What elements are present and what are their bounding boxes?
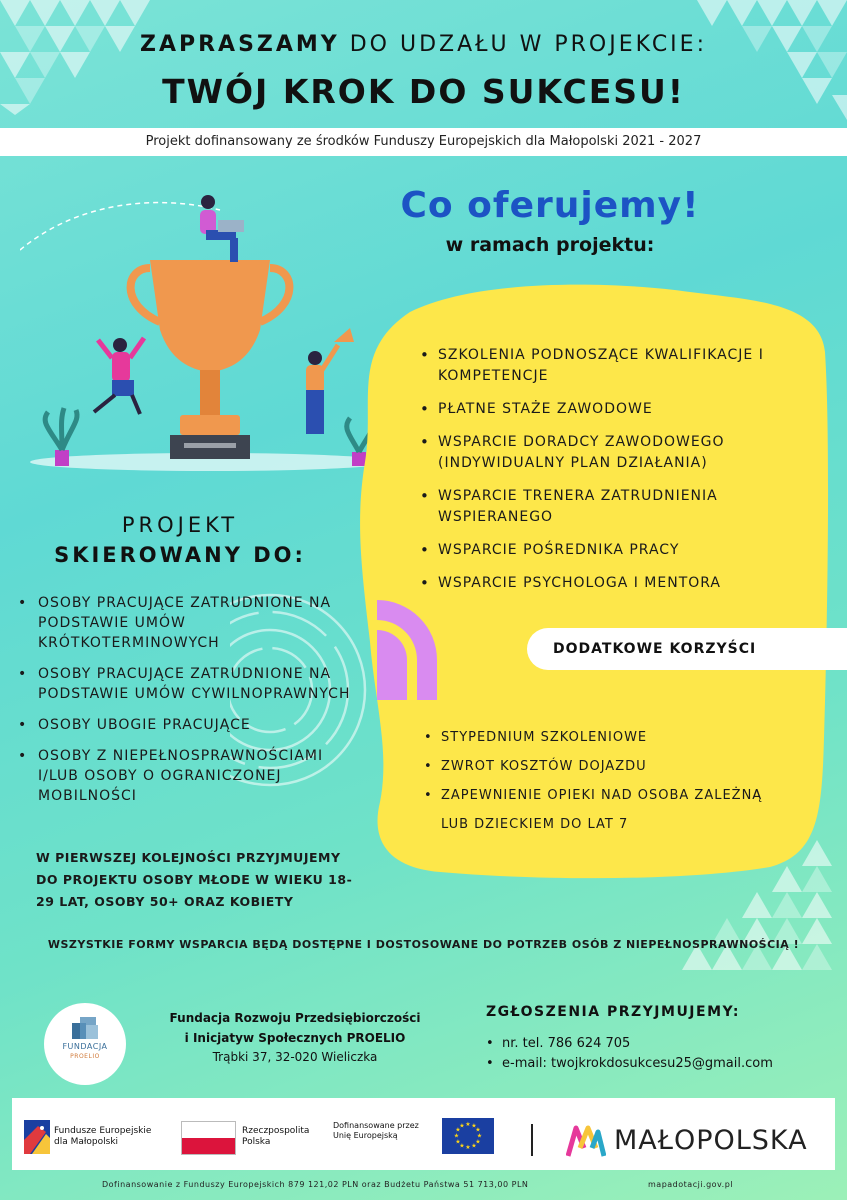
purple-arc-decoration xyxy=(377,600,437,700)
target-item: • OSOBY UBOGIE PRACUJĄCE xyxy=(18,715,358,735)
offer-item: • WSPARCIE TRENERA ZATRUDNIENIA WSPIERANEGO xyxy=(420,486,800,528)
svg-text:★: ★ xyxy=(459,1142,465,1150)
extra-item-continued: LUB DZIECKIEM DO LAT 7 xyxy=(441,817,629,832)
foundation-name xyxy=(150,1008,440,1048)
malopolska-logo-text: MAŁOPOLSKA xyxy=(614,1125,808,1156)
extra-item: • ZWROT KOSZTÓW DOJAZDU xyxy=(424,757,804,777)
offer-title: Co oferujemy! xyxy=(400,185,700,226)
svg-text:★: ★ xyxy=(475,1126,481,1134)
foundation-logo-subtext: PROELIO xyxy=(70,1053,100,1060)
svg-text:★: ★ xyxy=(455,1138,461,1146)
target-heading-line2: SKIEROWANY DO: xyxy=(54,543,306,567)
header-invitation-rest: DO UDZAŁU W PROJEKCIE: xyxy=(339,32,707,57)
poland-label xyxy=(242,1126,309,1148)
target-item: • OSOBY Z NIEPEŁNOSPRAWNOŚCIAMI I/LUB OSOBY O OGRANICZONEJ MOBILNOŚCI xyxy=(18,746,358,806)
accessibility-note: WSZYSTKIE FORMY WSPARCIA BĘDĄ DOSTĘPNE I DOSTOSOWANE DO POTRZEB OSÓB Z NIEPEŁNOSPRAWNOŚCIĄ ! xyxy=(47,938,800,951)
offer-item: • WSPARCIE DORADCY ZAWODOWEGO (INDYWIDUALNY PLAN DZIAŁANIA) xyxy=(420,432,800,474)
eu-label xyxy=(333,1121,419,1141)
contact-email[interactable]: • e-mail: twojkrokdosukcesu25@gmail.com xyxy=(486,1054,773,1074)
extra-benefits-list xyxy=(424,728,804,844)
contact-list xyxy=(486,1034,773,1074)
eu-label-line2: Unię Europejską xyxy=(333,1131,398,1140)
target-item: • OSOBY PRACUJĄCE ZATRUDNIONE NA PODSTAWIE UMÓW CYWILNOPRAWNYCH xyxy=(18,664,358,704)
poland-flag-icon xyxy=(181,1121,236,1155)
footer-website[interactable]: mapadotacji.gov.pl xyxy=(648,1180,734,1189)
contact-phone[interactable]: • nr. tel. 786 624 705 xyxy=(486,1034,773,1054)
offer-item: • WSPARCIE POŚREDNIKA PRACY xyxy=(420,540,800,561)
svg-text:★: ★ xyxy=(459,1122,465,1130)
foundation-logo-mark xyxy=(72,1015,100,1043)
extra-item: • STYPEDNIUM SZKOLENIOWE xyxy=(424,728,804,748)
foundation-address: Trąbki 37, 32-020 Wieliczka xyxy=(212,1050,378,1064)
offer-subtitle: w ramach projektu: xyxy=(445,234,655,256)
foundation-name-line2: i Inicjatyw Społecznych PROELIO xyxy=(184,1031,406,1045)
project-title: TWÓJ KROK DO SUKCESU! xyxy=(162,72,685,111)
malopolska-logo-icon xyxy=(566,1124,606,1158)
eu-flag-icon xyxy=(442,1118,494,1154)
header-invitation xyxy=(0,32,847,57)
svg-text:★: ★ xyxy=(465,1144,471,1151)
priority-note: W PIERWSZEJ KOLEJNOŚCI PRZYJMUJEMY DO PROJEKTU OSOBY MŁODE W WIEKU 18-29 LAT, OSOBY 50+ ORAZ KOBIETY xyxy=(36,850,353,909)
svg-text:★: ★ xyxy=(471,1122,477,1130)
offer-list xyxy=(420,345,800,606)
trophy-illustration xyxy=(20,190,400,480)
poland-label-line1: Rzeczpospolita xyxy=(242,1126,310,1136)
poland-label-line2: Polska xyxy=(242,1137,271,1147)
target-heading-line1: PROJEKT xyxy=(121,513,239,537)
contact-heading: ZGŁOSZENIA PRZYJMUJEMY: xyxy=(486,1004,741,1020)
target-list xyxy=(18,593,358,817)
svg-text:★: ★ xyxy=(465,1121,471,1128)
fe-logo-label xyxy=(54,1126,151,1148)
logo-divider xyxy=(531,1124,533,1156)
extra-benefits-title: DODATKOWE KORZYŚCI xyxy=(527,628,847,670)
footer-funding-amounts: Dofinansowanie z Funduszy Europejskich 879 121,02 PLN oraz Budżetu Państwa 51 713,00 PLN xyxy=(102,1180,529,1189)
svg-text:★: ★ xyxy=(453,1132,460,1140)
header-invitation-bold: ZAPRASZAMY xyxy=(140,32,340,57)
fe-logo-icon xyxy=(24,1120,50,1154)
funding-banner: Projekt dofinansowany ze środków Funduszy Europejskich dla Małopolski 2021 - 2027 xyxy=(0,128,847,156)
offer-item: • PŁATNE STAŻE ZAWODOWE xyxy=(420,399,800,420)
fe-logo-line1: Fundusze Europejskie xyxy=(54,1126,152,1136)
offer-item: • WSPARCIE PSYCHOLOGA I MENTORA xyxy=(420,573,800,594)
eu-stars-icon xyxy=(442,1118,494,1154)
target-item: • OSOBY PRACUJĄCE ZATRUDNIONE NA PODSTAWIE UMÓW KRÓTKOTERMINOWYCH xyxy=(18,593,358,653)
fe-logo-line2: dla Małopolski xyxy=(54,1137,119,1147)
svg-text:★: ★ xyxy=(455,1126,461,1134)
svg-text:★: ★ xyxy=(471,1142,477,1150)
extra-item: • ZAPEWNIENIE OPIEKI NAD OSOBA ZALEŻNĄ xyxy=(424,786,804,806)
svg-text:★: ★ xyxy=(476,1132,483,1140)
foundation-name-line1: Fundacja Rozwoju Przedsiębiorczości xyxy=(169,1011,421,1025)
eu-label-line1: Dofinansowane przez xyxy=(333,1121,419,1130)
foundation-logo-text: FUNDACJA xyxy=(62,1042,108,1051)
offer-item: • SZKOLENIA PODNOSZĄCE KWALIFIKACJE I KOMPETENCJE xyxy=(420,345,800,387)
svg-text:★: ★ xyxy=(475,1138,481,1146)
